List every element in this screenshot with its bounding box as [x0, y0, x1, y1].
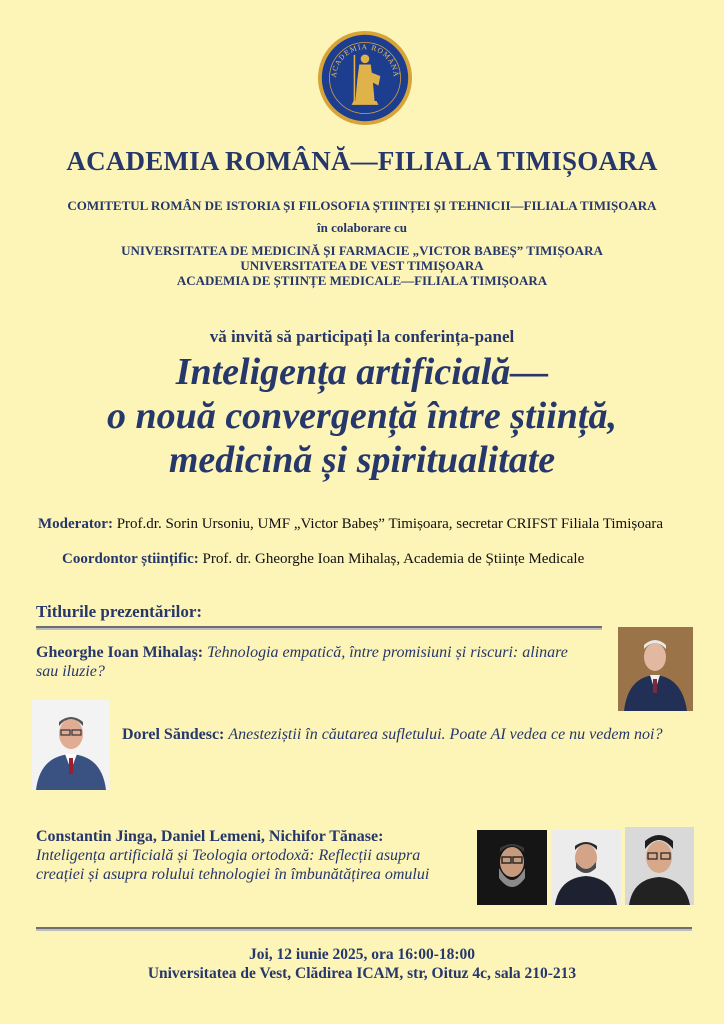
talk-3-speakers: Constantin Jinga, Daniel Lemeni, Nichifor Tănase: — [36, 828, 384, 845]
talk-1-title: Tehnologia empatică, între promisiuni și riscuri: alinare sau iluzie? — [36, 644, 568, 680]
moderator-text: Prof.dr. Sorin Ursoniu, UMF „Victor Babeș” Timișoara, secretar CRIFST Filiala Timișoara — [116, 516, 664, 532]
moderator-block — [38, 515, 678, 533]
academy-title: ACADEMIA ROMÂNĂ—FILIALA TIMIȘOARA — [66, 146, 658, 176]
photo-lemeni — [551, 830, 621, 905]
talk-2-speaker: Dorel Săndesc: — [122, 726, 225, 743]
photo-jinga — [477, 830, 547, 905]
talks-heading: Titlurile prezentărilor: — [36, 602, 203, 621]
partner-uvt: UNIVERSITATEA DE VEST TIMIȘOARA — [240, 258, 484, 273]
photo-tanase — [625, 827, 694, 905]
title-line-1: Inteligența artificială— — [175, 351, 549, 393]
talk-1-speaker: Gheorghe Ioan Mihalaș: — [36, 644, 204, 661]
talk-3-title: Inteligența artificială și Teologia ortodoxă: Reflecții asupra creației și asupra rolului tehnologiei în îmbunătățirea omului — [36, 847, 430, 883]
academia-romana-seal — [317, 30, 413, 126]
title-line-2: o nouă convergență între știință, — [107, 395, 617, 437]
talk-1 — [36, 643, 576, 681]
photo-sandesc — [32, 700, 110, 790]
event-date: Joi, 12 iunie 2025, ora 16:00-18:00 — [248, 946, 476, 963]
conference-title — [0, 350, 724, 482]
title-line-3: medicină și spiritualitate — [168, 439, 556, 481]
divider-top — [36, 626, 602, 628]
committee-line: COMITETUL ROMÂN DE ISTORIA ȘI FILOSOFIA ȘTIINȚEI ȘI TEHNICII—FILIALA TIMIȘOARA — [67, 198, 657, 213]
moderator-label: Moderator: — [38, 516, 113, 532]
invite-line: vă invită să participați la conferința-panel — [209, 327, 515, 346]
talk-2 — [122, 725, 682, 744]
seal-text: ACADEMIA ROMÂNĂ — [330, 43, 400, 78]
partner-umf: UNIVERSITATEA DE MEDICINĂ ȘI FARMACIE „VICTOR BABEȘ” TIMIȘOARA — [121, 243, 603, 258]
coordinator-label: Coordontor științific: — [62, 551, 199, 567]
coordinator-text: Prof. dr. Gheorghe Ioan Mihalaș, Academia de Științe Medicale — [202, 551, 585, 567]
divider-bottom — [36, 927, 692, 929]
photo-mihalas — [618, 627, 693, 711]
partner-asm: ACADEMIA DE ȘTIINȚE MEDICALE—FILIALA TIMIȘOARA — [176, 273, 548, 288]
collaboration-line: în colaborare cu — [316, 220, 408, 235]
event-venue: Universitatea de Vest, Clădirea ICAM, str, Oituz 4c, sala 210-213 — [147, 965, 577, 982]
coordinator-block — [62, 550, 702, 568]
talk-2-title: Anesteziștii în căutarea sufletului. Poate AI vedea ce nu vedem noi? — [228, 726, 663, 743]
talk-3 — [36, 827, 461, 884]
